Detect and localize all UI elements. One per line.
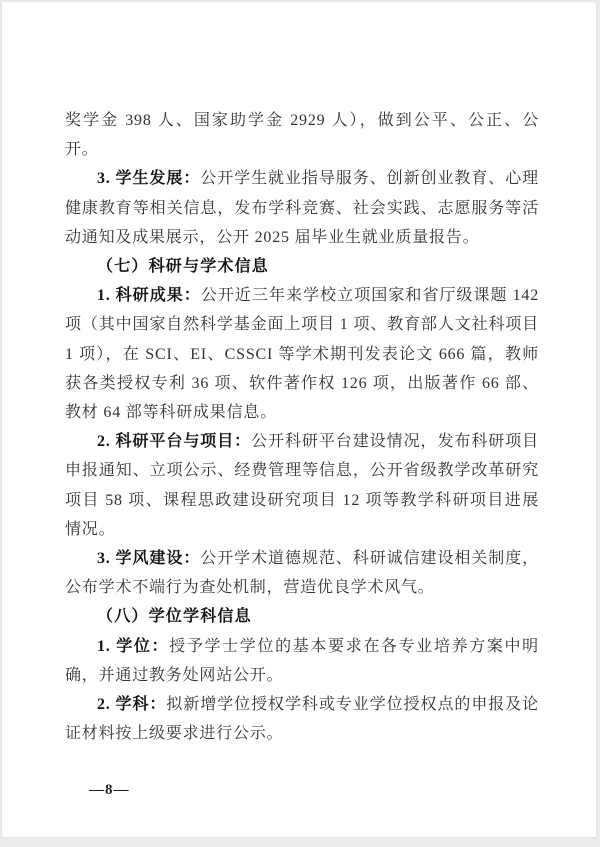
paragraph-text: 公开学生就业指导服务、创新创业教育、心理健康教育等相关信息，发布学科竞赛、社会实践、志愿服务等活动通知及成果展示，公开 2025 届毕业生就业质量报告。	[65, 170, 539, 246]
paragraph-text: 奖学金 398 人、国家助学金 2929 人），做到公平、公正、公开。	[65, 112, 539, 159]
document-page	[1, 1, 597, 838]
paragraph-student-development	[65, 164, 539, 252]
paragraph-text: 授予学士学位的基本要求在各专业培养方案中明确，并通过教务处网站公开。	[65, 637, 539, 684]
paragraph-lead: 1. 科研成果：	[97, 287, 201, 305]
paragraph-academic-integrity	[65, 544, 539, 602]
paragraph-research-results	[65, 281, 539, 427]
paragraph-text: 公开学术道德规范、科研诚信建设相关制度，公布学术不端行为查处机制，营造优良学术风气。	[65, 550, 539, 597]
paragraph-lead: 2. 学科：	[97, 696, 167, 714]
page-number: —8—	[89, 782, 130, 798]
paragraph-text: 公开科研平台建设情况，发布科研项目申报通知、立项公示、经费管理等信息，公开省级教学改革研究项目 58 项、课程思政建设研究项目 12 项等教学科研项目进展情况。	[65, 433, 539, 538]
paragraph-lead: 2. 科研平台与项目：	[97, 433, 252, 451]
paragraph-text: 拟新增学位授权学科或专业学位授权点的申报及论证材料按上级要求进行公示。	[65, 696, 539, 743]
paragraph-lead: 3. 学风建设：	[97, 550, 201, 568]
section-heading-7: （七）科研与学术信息	[97, 258, 270, 276]
page-content	[65, 106, 539, 748]
paragraph-degrees	[65, 632, 539, 690]
paragraph-lead: 3. 学生发展：	[97, 170, 201, 188]
section-heading-8: （八）学位学科信息	[97, 608, 252, 626]
paragraph-continued	[65, 106, 539, 164]
paragraph-research-platforms	[65, 427, 539, 544]
paragraph-disciplines	[65, 690, 539, 748]
paragraph-text: 公开近三年来学校立项国家和省厅级课题 142 项（其中国家自然科学基金面上项目 1 项、教育部人文社科项目 1 项），在 SCI、EI、CSSCI 等学术期刊发表论文 666 篇，教师获各类授权专利 36 项、软件著作权 126 项，出版著作 66 部、教材 64 部等科研成果信息。	[65, 287, 539, 422]
paragraph-lead: 1. 学位：	[97, 637, 170, 655]
